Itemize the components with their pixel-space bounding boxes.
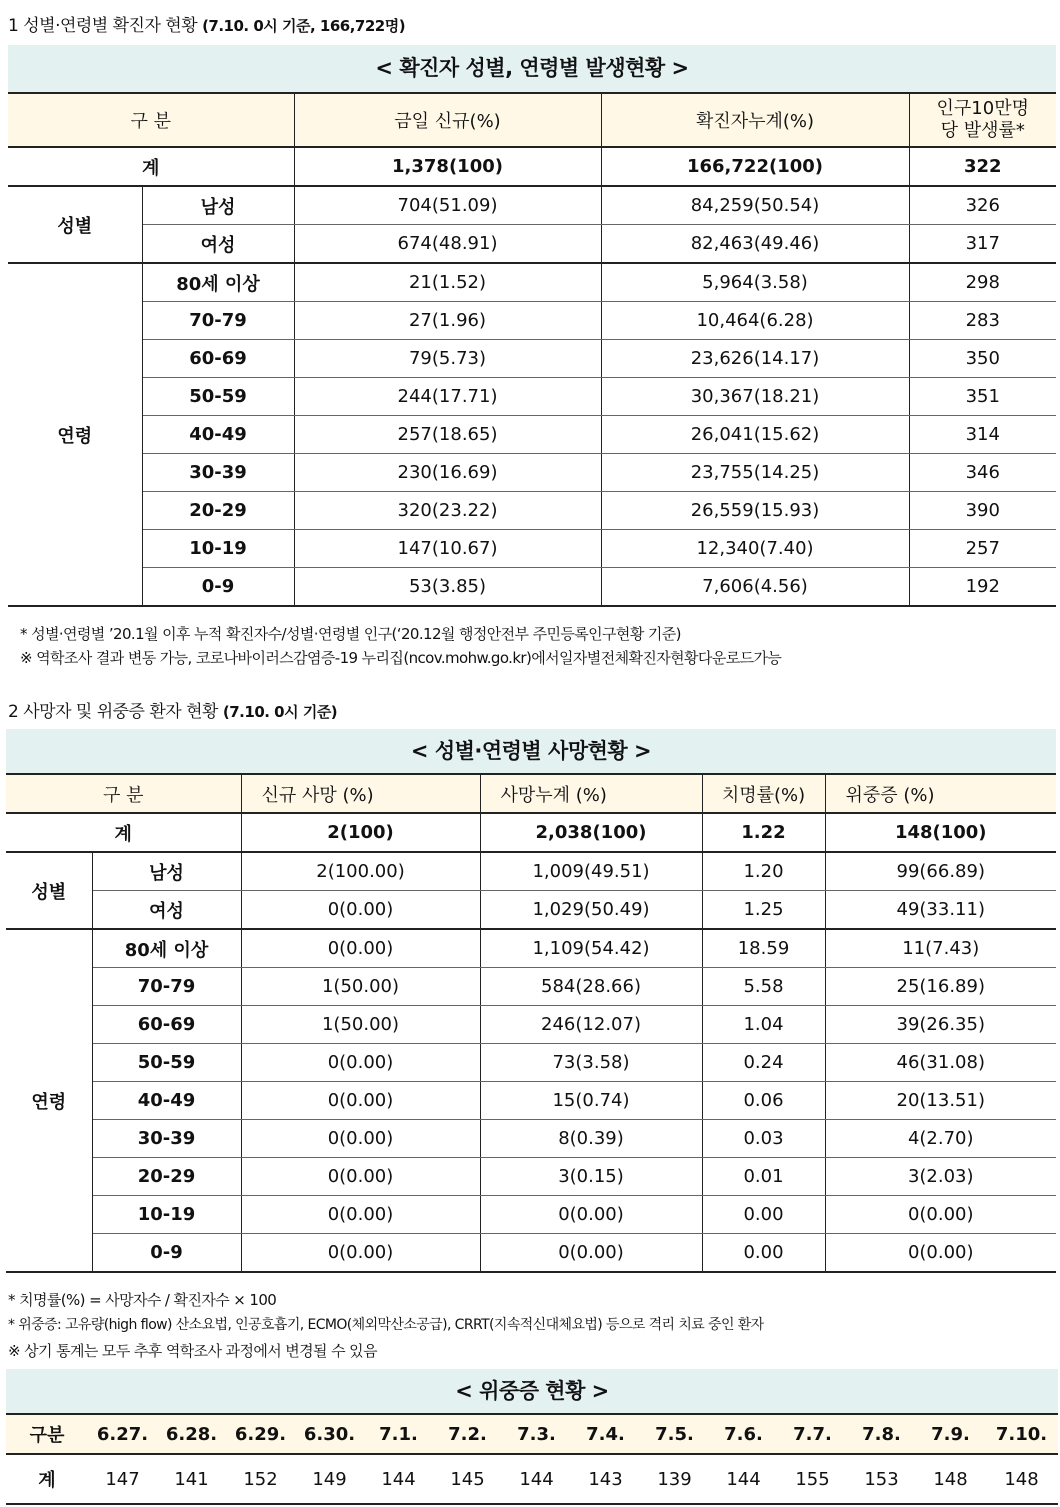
row-label: 10-19: [142, 530, 294, 568]
table-row: [8, 530, 1056, 568]
section1-title: [8, 11, 405, 36]
cell: 298: [909, 263, 1056, 302]
cell: 257(18.65): [294, 416, 601, 454]
cell: 0(0.00): [241, 1044, 480, 1082]
row-label: 계: [6, 1454, 88, 1504]
row-label: 남성: [92, 852, 241, 891]
section2-title: [8, 697, 337, 722]
total-value: 1.22: [702, 813, 825, 852]
cell: 144: [364, 1454, 433, 1504]
footnote: * 성별·연령별 ’20.1월 이후 누적 확진자수/성별·연령별 인구(‘20.12월 행정안전부 주민등록인구현황 기준): [20, 625, 681, 643]
cell: 49(33.11): [825, 891, 1056, 930]
cell: 84,259(50.54): [601, 186, 909, 225]
cell: 390: [909, 492, 1056, 530]
cell: 147: [88, 1454, 157, 1504]
header-cumulative: 확진자누계(%): [601, 93, 909, 147]
cell: 152: [226, 1454, 295, 1504]
cell: 46(31.08): [825, 1044, 1056, 1082]
table-row: [6, 1082, 1056, 1120]
section1-subtitle: (7.10. 0시 기준, 166,722명): [202, 17, 406, 35]
table-row: [8, 340, 1056, 378]
cell: 7,606(4.56): [601, 568, 909, 607]
cell: 0(0.00): [825, 1234, 1056, 1273]
header-cumulative-deaths: 사망누계 (%): [480, 774, 702, 813]
cell: 350: [909, 340, 1056, 378]
cell: 148: [916, 1454, 985, 1504]
row-label: 50-59: [142, 378, 294, 416]
cell: 326: [909, 186, 1056, 225]
table-total-row: [6, 813, 1056, 852]
group-label-age: 연령: [8, 263, 142, 606]
cell: 139: [640, 1454, 709, 1504]
date-header: 7.7.: [778, 1414, 847, 1454]
section1-title-text: 1 성별·연령별 확진자 현황: [8, 16, 198, 36]
header-incidence: 인구10만명당 발생률*: [909, 93, 1056, 147]
cell: 1.04: [702, 1006, 825, 1044]
cell: 73(3.58): [480, 1044, 702, 1082]
total-value: 2,038(100): [480, 813, 702, 852]
cell: 149: [295, 1454, 364, 1504]
cell: 674(48.91): [294, 225, 601, 264]
cell: 230(16.69): [294, 454, 601, 492]
section2-subtitle: (7.10. 0시 기준): [222, 703, 338, 721]
cell: 314: [909, 416, 1056, 454]
cell: 26,559(15.93): [601, 492, 909, 530]
cell: 79(5.73): [294, 340, 601, 378]
cell: 12,340(7.40): [601, 530, 909, 568]
total-label: 계: [6, 813, 241, 852]
table-row: [8, 302, 1056, 340]
table-row: [8, 225, 1056, 264]
row-label: 50-59: [92, 1044, 241, 1082]
cell: 15(0.74): [480, 1082, 702, 1120]
table-row: [6, 891, 1056, 930]
cell: 1,029(50.49): [480, 891, 702, 930]
table-total-row: [8, 147, 1056, 186]
total-value: 2(100): [241, 813, 480, 852]
cell: 283: [909, 302, 1056, 340]
cell: 3(2.03): [825, 1158, 1056, 1196]
cell: 0.24: [702, 1044, 825, 1082]
cell: 20(13.51): [825, 1082, 1056, 1120]
group-label-sex: 성별: [6, 852, 92, 929]
cell: 145: [433, 1454, 502, 1504]
deaths-table: [6, 773, 1056, 1273]
cell: 0.00: [702, 1196, 825, 1234]
table-row: [8, 492, 1056, 530]
row-label: 80세 이상: [92, 929, 241, 968]
cell: 147(10.67): [294, 530, 601, 568]
total-label: 계: [8, 147, 294, 186]
cell: 0(0.00): [241, 1196, 480, 1234]
cell: 39(26.35): [825, 1006, 1056, 1044]
row-label: 20-29: [142, 492, 294, 530]
header-category: 구 분: [8, 93, 294, 147]
cell: 1,009(49.51): [480, 852, 702, 891]
header-new-deaths: 신규 사망 (%): [241, 774, 480, 813]
cell: 11(7.43): [825, 929, 1056, 968]
cell: 5,964(3.58): [601, 263, 909, 302]
cell: 53(3.85): [294, 568, 601, 607]
cell: 244(17.71): [294, 378, 601, 416]
cell: 153: [847, 1454, 916, 1504]
date-header: 7.1.: [364, 1414, 433, 1454]
cell: 1.25: [702, 891, 825, 930]
cell: 148: [985, 1454, 1058, 1504]
row-label: 60-69: [142, 340, 294, 378]
cell: 5.58: [702, 968, 825, 1006]
cell: 1(50.00): [241, 968, 480, 1006]
cell: 0(0.00): [480, 1196, 702, 1234]
cell: 0.01: [702, 1158, 825, 1196]
cell: 0(0.00): [241, 1158, 480, 1196]
cell: 30,367(18.21): [601, 378, 909, 416]
cell: 317: [909, 225, 1056, 264]
row-label: 10-19: [92, 1196, 241, 1234]
cell: 8(0.39): [480, 1120, 702, 1158]
date-header: 7.5.: [640, 1414, 709, 1454]
cell: 0(0.00): [241, 891, 480, 930]
table-header-row: [6, 774, 1056, 813]
table1-caption: < 확진자 성별, 연령별 발생현황 >: [8, 45, 1056, 92]
table-row: [6, 1006, 1056, 1044]
cell: 0(0.00): [241, 1082, 480, 1120]
cell: 257: [909, 530, 1056, 568]
date-header: 7.6.: [709, 1414, 778, 1454]
date-header: 6.28.: [157, 1414, 226, 1454]
footnote: * 치명률(%) = 사망자수 / 확진자수 × 100: [8, 1291, 277, 1309]
table-row: [6, 852, 1056, 891]
footnote: ※ 상기 통계는 모두 추후 역학조사 과정에서 변경될 수 있음: [8, 1342, 377, 1360]
total-value: 322: [909, 147, 1056, 186]
cell: 0.00: [702, 1234, 825, 1273]
table-row: [8, 416, 1056, 454]
cell: 0(0.00): [241, 929, 480, 968]
total-value: 1,378(100): [294, 147, 601, 186]
row-label: 여성: [142, 225, 294, 264]
row-label: 80세 이상: [142, 263, 294, 302]
cell: 1(50.00): [241, 1006, 480, 1044]
total-value: 166,722(100): [601, 147, 909, 186]
table2-caption: < 성별·연령별 사망현황 >: [6, 729, 1056, 773]
cell: 21(1.52): [294, 263, 601, 302]
table3-caption: < 위중증 현황 >: [6, 1369, 1058, 1413]
cell: 584(28.66): [480, 968, 702, 1006]
footnote: ※ 역학조사 결과 변동 가능, 코로나바이러스감염증-19 누리집(ncov.mohw.go.kr)에서일자별전체확진자현황다운로드가능: [20, 649, 782, 667]
row-label: 30-39: [142, 454, 294, 492]
table-row: [6, 1196, 1056, 1234]
cell: 1,109(54.42): [480, 929, 702, 968]
section2-title-text: 2 사망자 및 위중증 환자 현황: [8, 702, 218, 722]
table-row: [8, 186, 1056, 225]
cell: 23,626(14.17): [601, 340, 909, 378]
cell: 320(23.22): [294, 492, 601, 530]
cell: 1.20: [702, 852, 825, 891]
header-label: 구분: [6, 1414, 88, 1454]
table-header-row: [8, 93, 1056, 147]
table-row: [8, 454, 1056, 492]
date-header: 7.8.: [847, 1414, 916, 1454]
cell: 246(12.07): [480, 1006, 702, 1044]
cell: 25(16.89): [825, 968, 1056, 1006]
cell: 0(0.00): [241, 1120, 480, 1158]
cell: 0(0.00): [241, 1234, 480, 1273]
header-new: 금일 신규(%): [294, 93, 601, 147]
cell: 27(1.96): [294, 302, 601, 340]
row-label: 30-39: [92, 1120, 241, 1158]
cell: 2(100.00): [241, 852, 480, 891]
group-label-sex: 성별: [8, 186, 142, 263]
cell: 704(51.09): [294, 186, 601, 225]
table-row: [6, 929, 1056, 968]
table-row: [8, 263, 1056, 302]
row-label: 여성: [92, 891, 241, 930]
row-label: 40-49: [92, 1082, 241, 1120]
date-header: 7.4.: [571, 1414, 640, 1454]
cell: 351: [909, 378, 1056, 416]
table-row: [8, 378, 1056, 416]
row-label: 20-29: [92, 1158, 241, 1196]
row-label: 70-79: [92, 968, 241, 1006]
table-row: [6, 1120, 1056, 1158]
row-label: 0-9: [92, 1234, 241, 1273]
date-header: 7.10.: [985, 1414, 1058, 1454]
cell: 192: [909, 568, 1056, 607]
table-row: [6, 1044, 1056, 1082]
cell: 144: [502, 1454, 571, 1504]
cell: 10,464(6.28): [601, 302, 909, 340]
row-label: 60-69: [92, 1006, 241, 1044]
header-category: 구 분: [6, 774, 241, 813]
cell: 3(0.15): [480, 1158, 702, 1196]
cell: 144: [709, 1454, 778, 1504]
cell: 143: [571, 1454, 640, 1504]
cell: 0(0.00): [480, 1234, 702, 1273]
date-header: 6.27.: [88, 1414, 157, 1454]
row-label: 0-9: [142, 568, 294, 607]
footnote: * 위중증: 고유량(high flow) 산소요법, 인공호흡기, ECMO(체외막산소공급), CRRT(지속적신대체요법) 등으로 격리 치료 중인 환자: [8, 1317, 764, 1333]
cell: 141: [157, 1454, 226, 1504]
date-header: 7.2.: [433, 1414, 502, 1454]
cell: 23,755(14.25): [601, 454, 909, 492]
row-label: 70-79: [142, 302, 294, 340]
date-header: 6.29.: [226, 1414, 295, 1454]
cell: 26,041(15.62): [601, 416, 909, 454]
header-fatality-rate: 치명률(%): [702, 774, 825, 813]
date-header: 7.3.: [502, 1414, 571, 1454]
table-row: [6, 1158, 1056, 1196]
critical-trend-table: [6, 1413, 1058, 1505]
table-header-row: [6, 1414, 1058, 1454]
confirmed-cases-table: [8, 92, 1056, 607]
group-label-age: 연령: [6, 929, 92, 1272]
table-row: [8, 568, 1056, 607]
table-row: [6, 1234, 1056, 1273]
cell: 0(0.00): [825, 1196, 1056, 1234]
header-critical: 위중증 (%): [825, 774, 1056, 813]
cell: 99(66.89): [825, 852, 1056, 891]
total-value: 148(100): [825, 813, 1056, 852]
cell: 155: [778, 1454, 847, 1504]
cell: 18.59: [702, 929, 825, 968]
cell: 346: [909, 454, 1056, 492]
date-header: 6.30.: [295, 1414, 364, 1454]
row-label: 남성: [142, 186, 294, 225]
cell: 0.03: [702, 1120, 825, 1158]
table-row: [6, 1454, 1058, 1504]
row-label: 40-49: [142, 416, 294, 454]
cell: 82,463(49.46): [601, 225, 909, 264]
cell: 4(2.70): [825, 1120, 1056, 1158]
table-row: [6, 968, 1056, 1006]
date-header: 7.9.: [916, 1414, 985, 1454]
cell: 0.06: [702, 1082, 825, 1120]
